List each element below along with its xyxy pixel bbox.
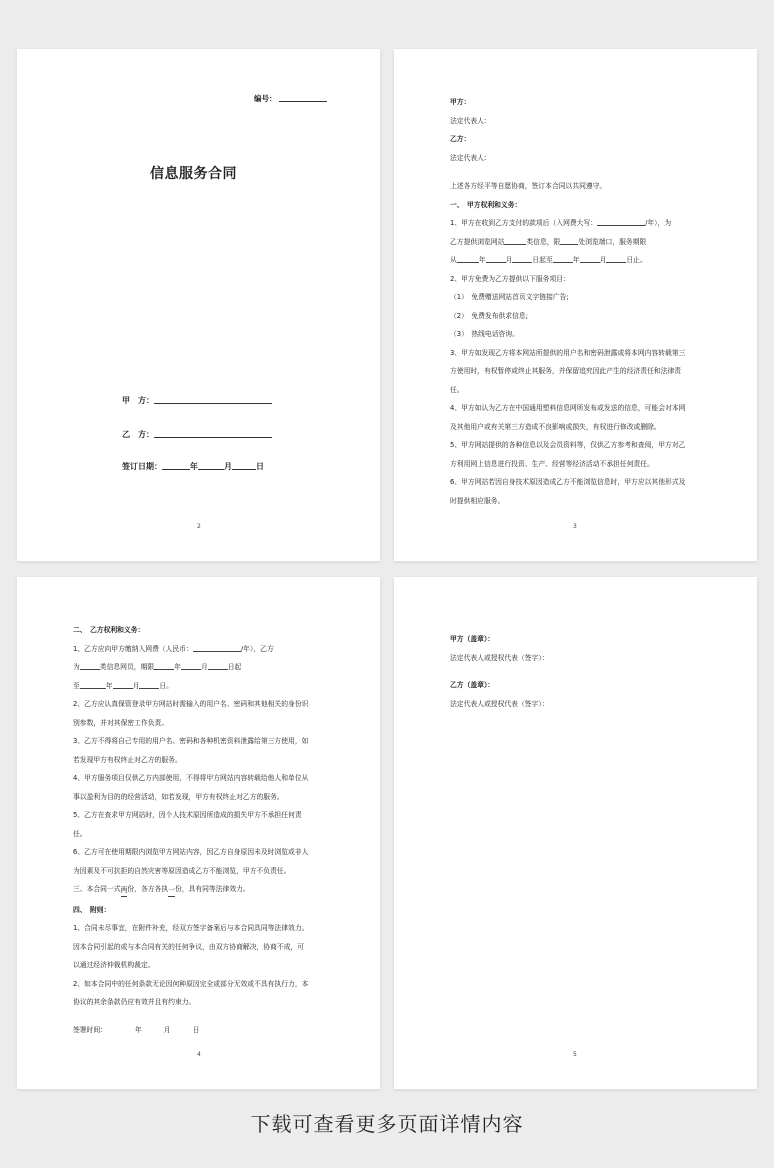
blank xyxy=(606,262,626,263)
download-more-caption: 下载可查看更多页面详情内容 xyxy=(250,1112,524,1136)
blank: 一 xyxy=(168,886,175,897)
item-6-line-1: 6、乙方可在使用期限内浏览甲方网站内容，因乙方自身原因未及时浏览或非人 xyxy=(73,848,309,856)
party-b-row: 乙 方： xyxy=(122,429,272,440)
item-1-line-3: 至 年 月 日。 xyxy=(73,681,173,690)
item-5-line-2: 方利用网上信息进行投资、生产、经营等经济活动不承担任何责任。 xyxy=(450,459,654,468)
blank xyxy=(154,669,174,670)
item-4-line-2: 及其他用户或有关第三方造成不良影响或损失，有权进行修改或删除。 xyxy=(450,422,661,431)
party-b-label: 乙方： xyxy=(450,135,471,143)
section-4-heading: 四、 附则： xyxy=(73,905,111,914)
party-a-label: 甲方： xyxy=(450,98,471,106)
item-3-line-2: 方使用时，有权暂停或终止其服务，并保留追究因此产生的经济责任和法律责 xyxy=(450,367,682,375)
contract-cover-page xyxy=(17,49,380,561)
item-6-line-2: 时提供相应服务。 xyxy=(450,496,505,505)
contract-number: 编号： xyxy=(254,93,327,104)
page-number: 2 xyxy=(197,523,201,530)
item-2-2: （2） 免费发布供求信息; xyxy=(450,311,528,320)
section-3: 三、本合同一式两份，各方各执一份，具有同等法律效力。 xyxy=(73,885,337,897)
item-6-line-1: 6、甲方网站若因自身技术原因造成乙方不能浏览信息时，甲方应以其他形式及 xyxy=(450,478,686,486)
item-5-line-1: 5、甲方网站提供的各种信息以及会员资料等，仅供乙方参考和查阅，甲方对乙 xyxy=(450,441,686,449)
item-2-3: （3） 热线电话咨询。 xyxy=(450,330,519,338)
item-1-line-1: 1、乙方应向甲方缴纳入网费（人民币： /年），乙方 xyxy=(73,644,274,653)
party-b-seal-label: 乙方（盖章）： xyxy=(450,681,495,689)
page-body xyxy=(450,98,710,506)
item-1-line-2: 乙方提供浏览网站 类信息，限 处浏览端口，服务期限 xyxy=(450,237,647,246)
rep-a-label: 法定代表人: xyxy=(450,116,487,125)
annex-1-line-1: 1、合同未尽事宜，在附件补充，经双方签字备案后与本合同具同等法律效力。 xyxy=(73,924,309,932)
blank: 两 xyxy=(121,886,128,897)
item-3-line-3: 任。 xyxy=(450,385,464,394)
contract-page-3 xyxy=(394,49,757,561)
annex-1-line-3: 以通过经济仲裁机构裁定。 xyxy=(73,961,155,969)
blank xyxy=(504,244,526,245)
page-number: 4 xyxy=(197,1051,201,1058)
item-6-line-2: 为因素及不可抗拒的自然灾害等原因造成乙方不能浏览，甲方不负责任。 xyxy=(73,866,291,875)
blank xyxy=(193,651,241,652)
item-1-line-3: 从 年 月 日起至 年 月 日止。 xyxy=(450,256,647,264)
item-5-line-2: 任。 xyxy=(73,829,87,838)
intro-text: 上述各方经平等自愿协商，签订本合同以共同遵守。 xyxy=(450,182,607,190)
annex-2-line-1: 2、如本合同中的任何条款无论因何种原因完全或部分无效或不具有执行力，本 xyxy=(73,979,309,988)
item-2-1: （1） 免费赠送网站首页文字链接广告; xyxy=(450,293,569,301)
page-body xyxy=(450,635,710,709)
contract-number-blank xyxy=(279,101,327,102)
section-1-heading: 一、 甲方权利和义务： xyxy=(450,200,522,209)
blank xyxy=(198,469,224,470)
sign-date-row: 签订日期： 年 月 日 xyxy=(122,462,264,471)
item-4-line-1: 4、甲方服务项目仅供乙方内部使用，不得将甲方网站内容转载给他人和单位从 xyxy=(73,774,309,782)
rep-b-label: 法定代表人: xyxy=(450,153,487,162)
page-number: 3 xyxy=(573,523,577,530)
blank xyxy=(457,262,479,263)
blank xyxy=(512,262,532,263)
blank xyxy=(208,669,228,670)
item-1-line-2: 为 类信息网员，期限 年 月 日起 xyxy=(73,663,242,671)
blank xyxy=(113,688,133,689)
contract-page-4 xyxy=(17,577,380,1089)
annex-2-line-2: 协议的其余条款仍应有效并且有约束力。 xyxy=(73,998,196,1006)
party-a-row: 甲 方： xyxy=(122,395,272,406)
contract-title: 信息服务合同 xyxy=(150,166,237,182)
annex-1-line-2: 因本合同引起的或与本合同有关的任何争议，由双方协商解决，协商不成，可 xyxy=(73,942,305,951)
rep-a-sign-label: 法定代表人或授权代表（签字）： xyxy=(450,653,549,662)
blank xyxy=(232,469,256,470)
item-3-line-1: 3、乙方不得将自己专用的用户名、密码和各种机密资料泄露给第三方使用，如 xyxy=(73,737,309,745)
page-body xyxy=(73,626,337,1035)
contract-signature-page xyxy=(394,577,757,1089)
sign-time-row: 签署时间： 年 月 日 xyxy=(73,1025,200,1034)
party-b-blank xyxy=(154,437,272,438)
section-2-heading: 二、 乙方权利和义务： xyxy=(73,626,145,634)
blank xyxy=(181,669,201,670)
rep-b-sign-label: 法定代表人或授权代表（签字）： xyxy=(450,699,549,708)
item-1-line-1: 1、甲方在收到乙方支付的款项后（入网费大写： /年），为 xyxy=(450,219,672,227)
blank xyxy=(486,262,506,263)
blank xyxy=(162,469,190,470)
page-number: 5 xyxy=(573,1051,577,1058)
blank xyxy=(553,262,573,263)
item-2-line-1: 2、乙方应认真保管登录甲方网站时需输入的用户名、密码和其他相关的身份识 xyxy=(73,700,309,708)
blank xyxy=(560,244,578,245)
item-4-line-1: 4、甲方如认为乙方在中国通用塑料信息网所发布或发送的信息，可能会对本网 xyxy=(450,404,686,412)
blank xyxy=(80,688,106,689)
blank xyxy=(80,669,100,670)
item-4-line-2: 事以盈利为目的的经营活动，如若发现，甲方有权终止对乙方的服务。 xyxy=(73,792,284,801)
party-a-blank xyxy=(154,403,272,404)
item-3-line-1: 3、甲方如发现乙方将本网站所提供的用户名和密码泄露或将本网内容转载第三 xyxy=(450,348,686,357)
item-5-line-1: 5、乙方在查求甲方网站时，因个人技术原因所造成的损失甲方不承担任何责 xyxy=(73,811,302,819)
blank xyxy=(580,262,600,263)
blank xyxy=(139,688,159,689)
item-2: 2、甲方免费为乙方提供以下服务项目： xyxy=(450,274,570,283)
item-3-line-2: 若发现甲方有权终止对乙方的服务。 xyxy=(73,755,182,764)
party-a-seal-label: 甲方（盖章）： xyxy=(450,635,495,643)
item-2-line-2: 别参数，并对其保密工作负责。 xyxy=(73,718,169,727)
blank xyxy=(597,225,645,226)
